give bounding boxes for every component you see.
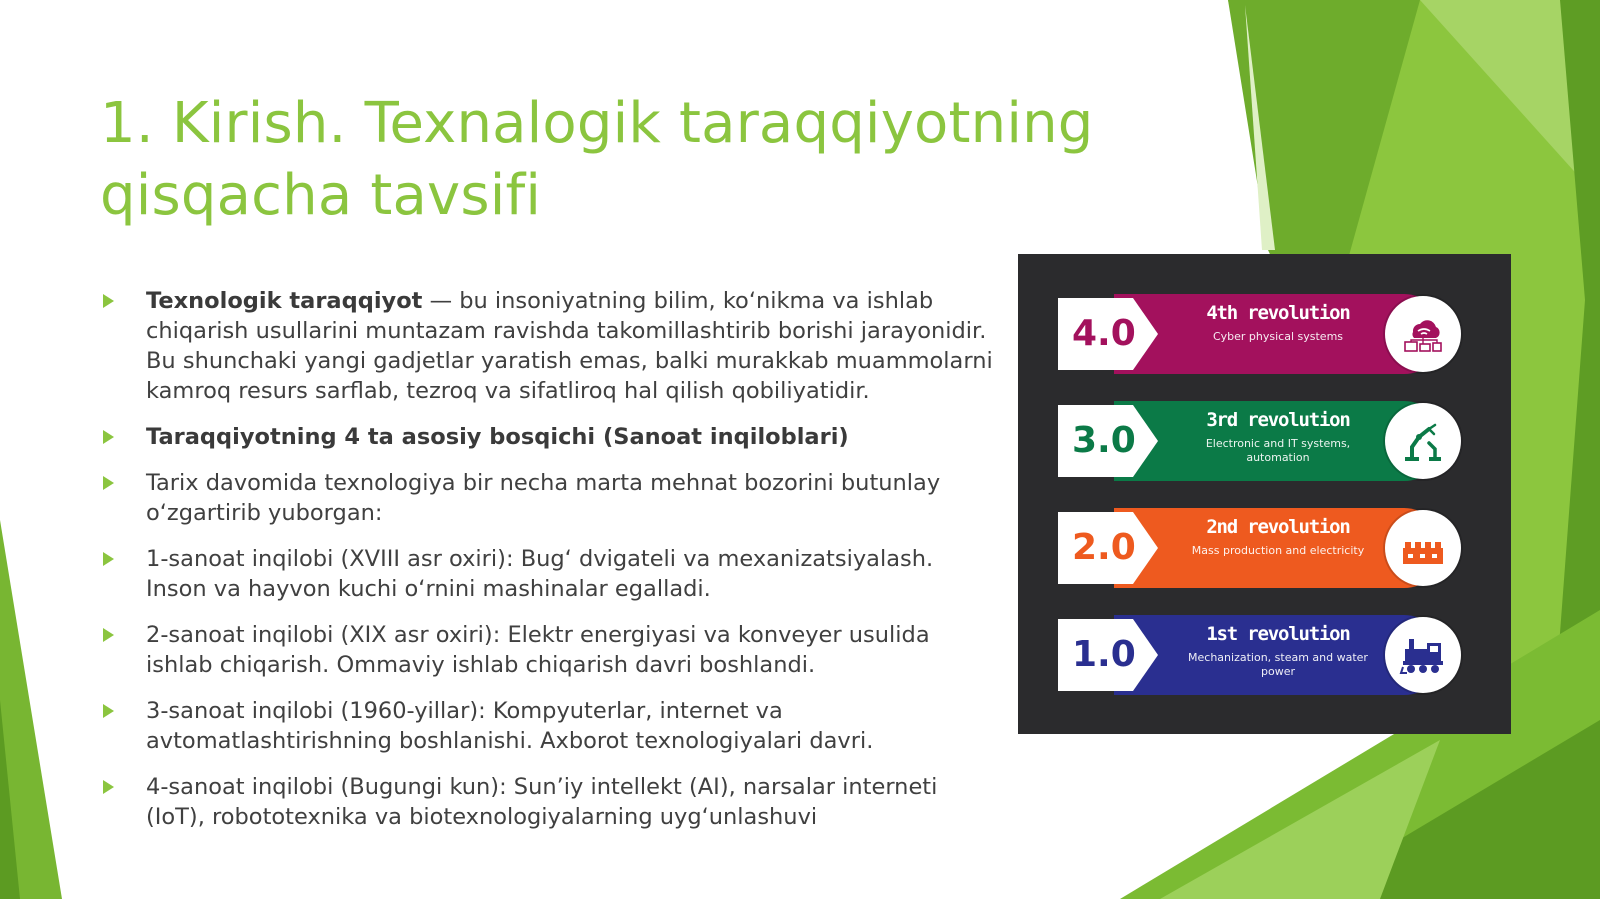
revolution-title: 2nd revolution — [1206, 516, 1350, 538]
bullet-text: 2-sanoat inqilobi (XIX asr oxiri): Elektr energiyasi va konveyer usulida ishlab chiqarish. Ommaviy ishlab chiqarish davri boshlandi. — [146, 622, 930, 678]
bullet-item — [100, 772, 995, 832]
bullet-item — [100, 422, 995, 452]
bullet-list — [100, 286, 995, 848]
bullet-text: Tarix davomida texnologiya bir necha marta mehnat bozorini butunlay o‘zgartirib yuborgan: — [146, 470, 941, 526]
bullet-text: 4-sanoat inqilobi (Bugungi kun): Sun’iy intellekt (AI), narsalar interneti (IoT), robototexnika va biotexnologiyalarning uyg‘unlashuvi — [146, 774, 938, 830]
revolution-subtitle: Mass production and electricity — [1191, 544, 1365, 557]
bullet-bold: Taraqqiyotning 4 ta asosiy bosqichi (Sanoat inqiloblari) — [146, 424, 849, 450]
bullet-text: — bu insoniyatning bilim, ko‘nikma va ishlab chiqarish usullarini muntazam ravishda takomillashtirib borishi jarayonidir. Bu shunchaki yangi gadjetlar yaratish emas, balki murakkab muammolarni kamroq resurs sarflab, tezroq va sifatliroq hal qilish qobiliyatidir. — [146, 288, 993, 404]
revolution-subtitle: Cyber physical systems — [1212, 330, 1344, 343]
bullet-arrow-icon — [103, 704, 114, 718]
bullet-arrow-icon — [103, 476, 114, 490]
industrial-revolutions-infographic — [1018, 254, 1511, 734]
bullet-text: 1-sanoat inqilobi (XVIII asr oxiri): Bug‘ dvigateli va mexanizatsiyalash. Inson va hayvon kuchi o‘rnini mashinalar egalladi. — [146, 546, 934, 602]
revolution-icon-circle — [1385, 296, 1461, 372]
revolution-number: 3.0 — [1072, 420, 1136, 461]
bullet-arrow-icon — [103, 294, 114, 308]
bullet-item — [100, 286, 995, 406]
bullet-arrow-icon — [103, 628, 114, 642]
steam-locomotive-icon — [1399, 631, 1447, 679]
revolution-row-4 — [1058, 290, 1468, 378]
bullet-arrow-icon — [103, 430, 114, 444]
revolution-row-2 — [1058, 504, 1468, 592]
bullet-item — [100, 468, 995, 528]
bullet-arrow-icon — [103, 780, 114, 794]
revolution-number: 1.0 — [1072, 634, 1136, 675]
robot-arm-icon — [1399, 417, 1447, 465]
revolution-number: 4.0 — [1072, 313, 1136, 354]
revolution-title: 1st revolution — [1206, 623, 1350, 645]
revolution-subtitle: Electronic and IT systems, automation — [1205, 437, 1351, 464]
revolution-number: 2.0 — [1072, 527, 1136, 568]
revolution-icon-circle — [1385, 403, 1461, 479]
bullet-arrow-icon — [103, 552, 114, 566]
revolution-icon-circle — [1385, 510, 1461, 586]
bullet-bold: Texnologik taraqqiyot — [146, 288, 423, 314]
revolution-row-1 — [1058, 611, 1468, 699]
revolution-subtitle: Mechanization, steam and water power — [1188, 651, 1368, 678]
revolution-row-3 — [1058, 397, 1468, 485]
cloud-network-icon — [1399, 310, 1447, 358]
bullet-item — [100, 620, 995, 680]
bullet-item — [100, 544, 995, 604]
revolution-icon-circle — [1385, 617, 1461, 693]
bullet-item — [100, 696, 995, 756]
factory-icon — [1399, 524, 1447, 572]
bullet-text: 3-sanoat inqilobi (1960-yillar): Kompyuterlar, internet va avtomatlashtirishning boshlanishi. Axborot texnologiyalari davri. — [146, 698, 874, 754]
revolution-title: 4th revolution — [1206, 302, 1350, 324]
revolution-title: 3rd revolution — [1206, 409, 1350, 431]
slide-title: 1. Kirish. Texnalogik taraqqiyotning qisqacha tavsifi — [100, 91, 1094, 228]
